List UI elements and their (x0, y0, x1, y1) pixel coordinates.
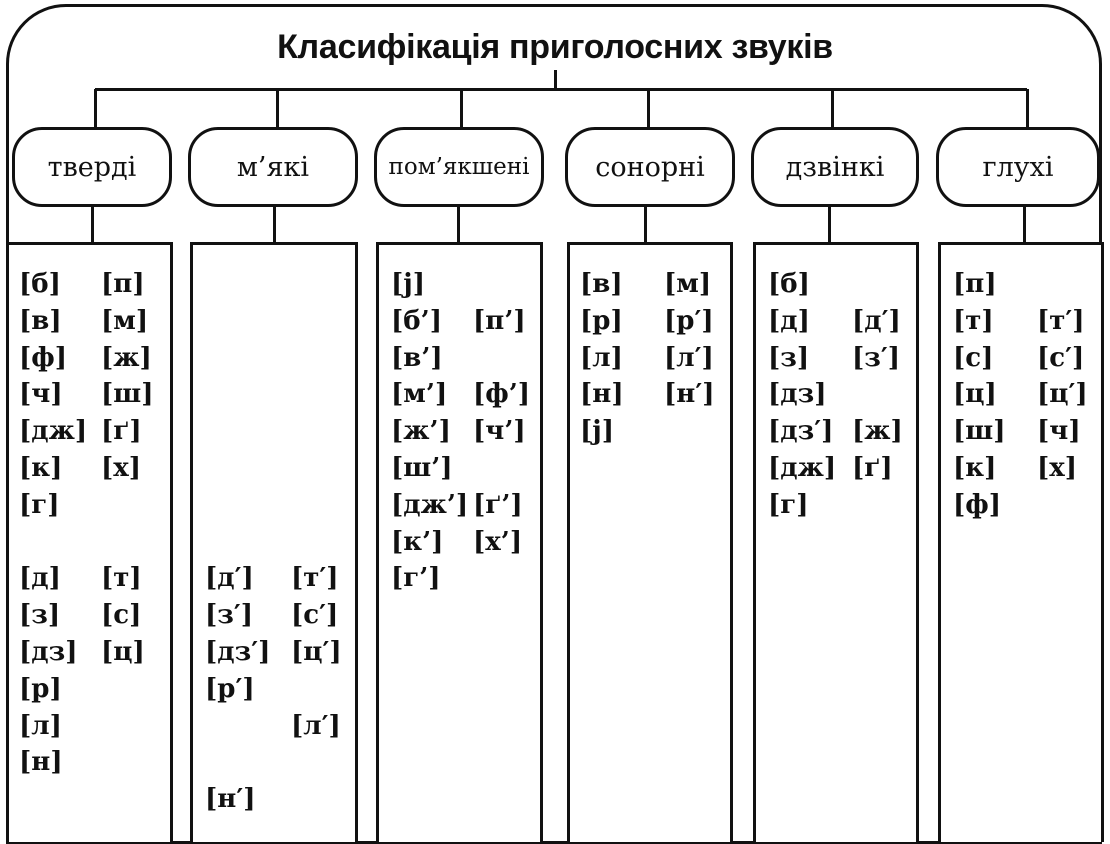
sound-item: [х] (101, 453, 142, 483)
sound-item: [д′] (205, 563, 254, 594)
connector-to-column (91, 205, 94, 244)
sound-item: [с′] (1037, 342, 1085, 373)
connector-to-category (1026, 89, 1029, 129)
sound-item: [б] (768, 269, 810, 299)
sound-item: [л′] (291, 710, 341, 741)
sound-item: [ц] (101, 637, 145, 667)
sound-item: [ш’] (391, 453, 453, 483)
sound-item: [п] (101, 269, 145, 299)
category-box (751, 127, 919, 207)
sound-item: [ц′] (1037, 379, 1088, 410)
sound-item: [р] (19, 673, 62, 704)
sound-item: [ґ’] (473, 489, 523, 520)
sound-item: [б] (19, 269, 61, 299)
sound-item: [ґ] (101, 416, 142, 447)
category-box (188, 127, 358, 207)
sound-item: [н′] (205, 784, 256, 815)
category-label: м’які (236, 151, 310, 183)
sound-item: [дж] (19, 416, 88, 447)
sound-item: [с] (953, 342, 994, 373)
sound-item: [х’] (473, 526, 523, 557)
category-box (936, 127, 1100, 207)
sound-item: [н] (19, 747, 63, 778)
sound-item: [в] (580, 269, 623, 299)
sound-item: [в] (19, 305, 62, 336)
sound-item: [дз′] (205, 637, 271, 667)
sound-item: [ж] (852, 416, 903, 447)
sound-item: [х] (1037, 453, 1078, 483)
sound-item: [ч] (1037, 416, 1081, 447)
sound-item: [г’] (391, 563, 441, 594)
connector-to-column (828, 205, 831, 244)
category-box (374, 127, 544, 207)
category-box (12, 127, 172, 207)
sound-item: [д′] (852, 305, 901, 336)
sound-item: [дж’] (391, 489, 469, 520)
sound-column (6, 242, 173, 842)
connector-to-column (644, 205, 647, 244)
sound-item: [ф] (953, 489, 1002, 520)
sound-column (753, 242, 919, 842)
sound-item: [т] (101, 563, 142, 594)
category-label: пом’якшені (388, 154, 530, 180)
sound-item: [дз′] (768, 416, 834, 447)
sound-item: [л′] (664, 342, 714, 373)
sound-item: [с′] (291, 600, 339, 631)
sound-column (190, 242, 358, 842)
sound-item: [з′] (205, 600, 254, 631)
connector-title-stem (554, 70, 557, 90)
sound-item: [j] (391, 269, 426, 299)
connector-to-category (647, 89, 650, 129)
sound-item: [к] (19, 453, 63, 483)
sound-item: [ж’] (391, 416, 451, 447)
sound-item: [п’] (473, 305, 526, 336)
sound-item: [к] (953, 453, 997, 483)
sound-item: [ч] (19, 379, 63, 410)
category-label: дзвінкі (785, 151, 885, 183)
sound-item: [j] (580, 416, 615, 447)
category-label: глухі (982, 151, 1054, 183)
sound-item: [ч’] (473, 416, 526, 447)
connector-to-category (276, 89, 279, 129)
sound-item: [м] (664, 269, 712, 299)
sound-item: [ф’] (473, 379, 531, 410)
sound-item: [л] (580, 342, 623, 373)
sound-item: [р] (580, 305, 623, 336)
sound-item: [дз] (768, 379, 827, 410)
category-box (565, 127, 735, 207)
sound-item: [ш] (101, 379, 154, 410)
sound-item: [ж] (101, 342, 152, 373)
sound-item: [к’] (391, 526, 444, 557)
connector-horizontal (95, 88, 1027, 91)
sound-item: [ґ] (852, 453, 893, 483)
sound-item: [т′] (1037, 305, 1085, 336)
sound-item: [дз] (19, 637, 78, 667)
sound-item: [з] (19, 600, 61, 631)
sound-item: [н] (580, 379, 624, 410)
sound-item: [т] (953, 305, 994, 336)
connector-to-category (94, 89, 97, 129)
sound-item: [з′] (852, 342, 901, 373)
sound-item: [ц] (953, 379, 997, 410)
sound-item: [р′] (205, 673, 255, 704)
sound-item: [з] (768, 342, 810, 373)
sound-column (376, 242, 543, 842)
sound-item: [р′] (664, 305, 714, 336)
category-label: сонорні (595, 151, 705, 183)
sound-item: [т′] (291, 563, 339, 594)
sound-item: [б’] (391, 305, 442, 336)
sound-column (938, 242, 1104, 842)
sound-item: [ш] (953, 416, 1006, 447)
sound-item: [п] (953, 269, 997, 299)
sound-item: [ф] (19, 342, 68, 373)
sound-item: [ц′] (291, 637, 342, 667)
connector-to-column (273, 205, 276, 244)
connector-to-category (831, 89, 834, 129)
category-label: тверді (47, 151, 137, 183)
sound-item: [л] (19, 710, 62, 741)
sound-column (567, 242, 733, 842)
sound-item: [н′] (664, 379, 715, 410)
sound-item: [дж] (768, 453, 837, 483)
sound-item: [м’] (391, 379, 448, 410)
connector-to-category (460, 89, 463, 129)
sound-item: [в’] (391, 342, 443, 373)
sound-item: [г] (768, 489, 809, 520)
connector-to-column (1023, 205, 1026, 244)
sound-item: [м] (101, 305, 149, 336)
sound-item: [д] (768, 305, 810, 336)
diagram-title: Класифікація приголосних звуків (277, 28, 833, 66)
sound-item: [д] (19, 563, 61, 594)
connector-to-column (457, 205, 460, 244)
sound-item: [с] (101, 600, 142, 631)
sound-item: [г] (19, 489, 60, 520)
